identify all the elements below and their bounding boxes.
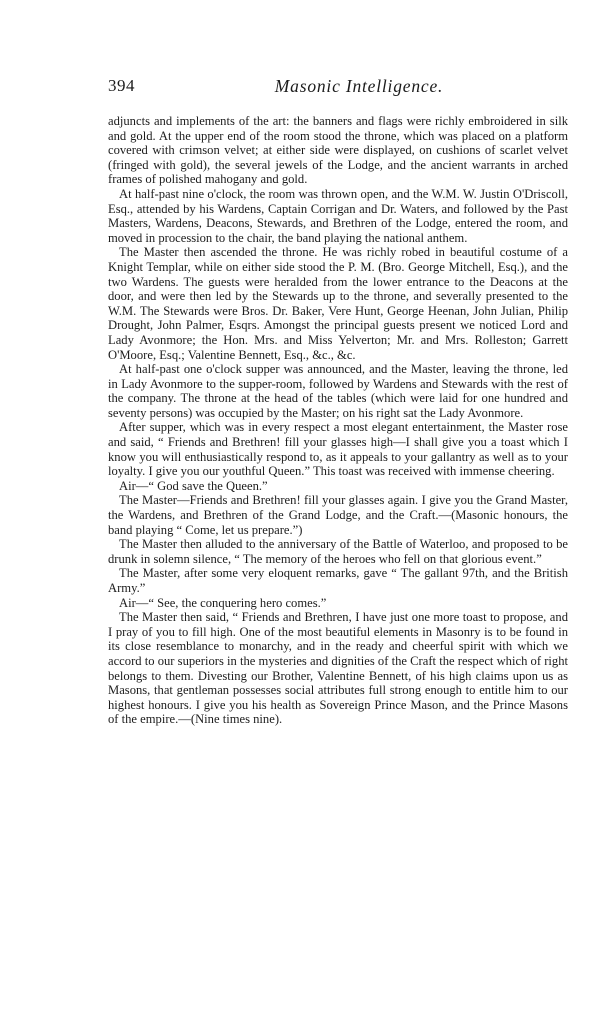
paragraph-army-toast: The Master, after some very eloquent remarks, gave “ The gallant 97th, and the British Army.” (108, 566, 568, 595)
paragraph-final-toast: The Master then said, “ Friends and Brethren, I have just one more toast to propose, and I pray of you to fill high. One of the most beautiful elements in Masonry is to be found in its close resemblance to monarchy, and in the ready and cheerful spirit with which we accord to our superiors in the mysteries and dignities of the Craft the respect which of right belongs to them. Divesting our Brother, Valentine Bennett, of his high claims upon us as Masons, that gentleman possesses social attributes full strong enough to entitle him to our highest honours. I give you his health as Sovereign Prince Mason, and the Prince Masons of the empire.—(Nine times nine). (108, 610, 568, 727)
paragraph-throne: The Master then ascended the throne. He was richly robed in beautiful costume of a Knight Templar, while on either side stood the P. M. (Bro. George Mitchell, Esq.), and the two Wardens. The guests were heralded from the lower entrance to the Deacons at the door, and were then led by the Stewards up to the throne, and severally presented to the W.M. The Stewards were Bros. Dr. Baker, Vere Hunt, George Heenan, John Julian, Philip Drought, John Palmer, Esqrs. Amongst the principal guests present we noticed Lord and Lady Avonmore; the Hon. Mrs. and Miss Yelverton; Mr. and Mrs. Rolleston; Garrett O'Moore, Esq.; Valentine Bennett, Esq., &c., &c. (108, 245, 568, 362)
paragraph-grand-master-toast: The Master—Friends and Brethren! fill your glasses again. I give you the Grand Master, the Wardens, and Brethren of the Grand Lodge, and the Craft.—(Masonic honours, the band playing “ Come, let us prepare.”) (108, 493, 568, 537)
page-number: 394 (108, 76, 135, 95)
article-body (108, 114, 568, 727)
paragraph-decorations: adjuncts and implements of the art: the banners and flags were richly embroidered in silk and gold. At the upper end of the room stood the throne, which was placed on a platform covered with crimson velvet; at either side were displayed, on cushions of scarlet velvet (fringed with gold), the several jewels of the Lodge, and the ancient warrants in arched frames of polished mahogany and gold. (108, 114, 568, 187)
page-header (108, 76, 570, 102)
paragraph-air-hero: Air—“ See, the conquering hero comes.” (119, 595, 327, 610)
paragraph-air-queen: Air—“ God save the Queen.” (119, 478, 268, 493)
paragraph-waterloo: The Master then alluded to the anniversary of the Battle of Waterloo, and proposed to be drunk in solemn silence, “ The memory of the heroes who fell on that glorious event.” (108, 537, 568, 566)
paragraph-queen-toast: After supper, which was in every respect a most elegant entertainment, the Master rose and said, “ Friends and Brethren! fill your glasses high—I shall give you a toast which I know you will enthusiastically respond to, as it appeals to your gallantry as well as to your loyalty. I give you our youthful Queen.” This toast was received with immense cheering. (108, 420, 568, 479)
running-head: Masonic Intelligence. (274, 76, 444, 96)
paragraph-supper: At half-past one o'clock supper was announced, and the Master, leaving the throne, led in Lady Avonmore to the supper-room, followed by Wardens and Stewards with the rest of the company. The throne at the head of the tables (which were laid for one hundred and seventy persons) was occupied by the Master; on his right sat the Lady Avonmore. (108, 362, 568, 420)
paragraph-procession: At half-past nine o'clock, the room was thrown open, and the W.M. W. Justin O'Driscoll, Esq., attended by his Wardens, Captain Corrigan and Dr. Waters, and followed by the Past Masters, Wardens, Deacons, Stewards, and Brethren of the Lodge, entered the room, and moved in procession to the chair, the band playing the national anthem. (108, 186, 568, 245)
